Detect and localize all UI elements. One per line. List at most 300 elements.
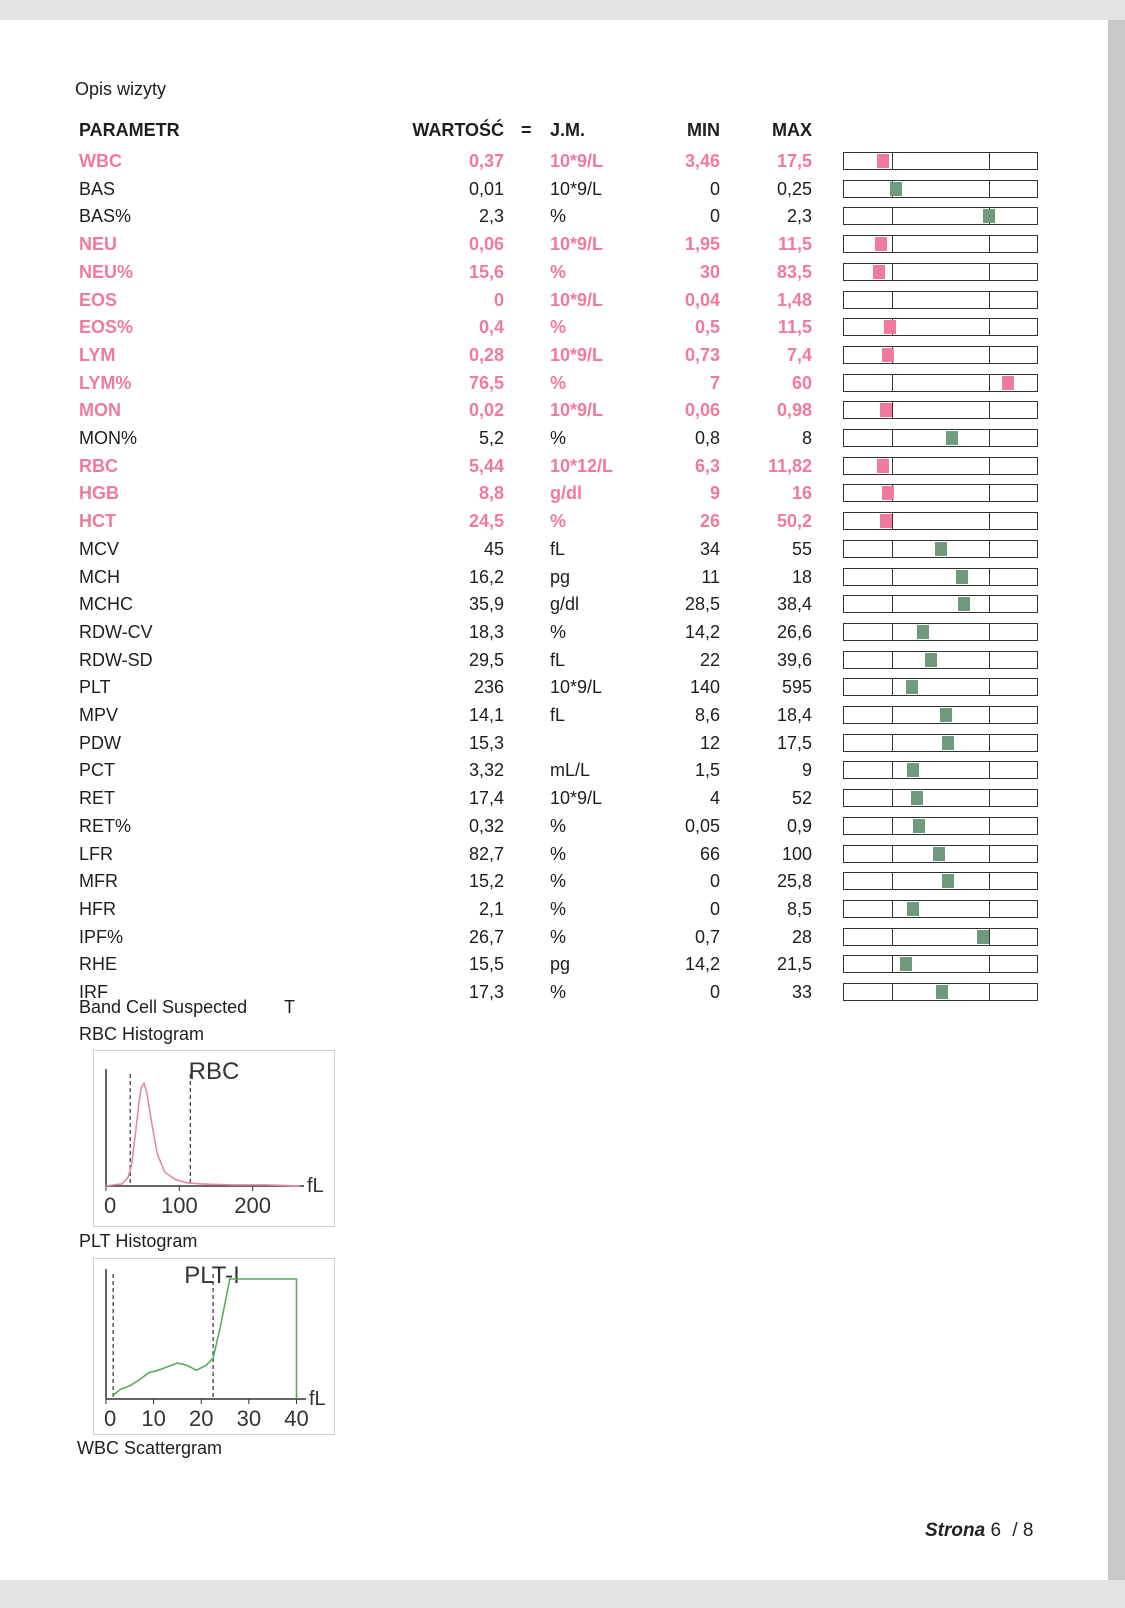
param-max: 7,4 — [786, 344, 812, 365]
range-bar — [843, 568, 1038, 586]
range-bar — [843, 983, 1038, 1001]
range-bar — [843, 429, 1038, 447]
result-row — [0, 675, 1110, 703]
range-bar-boundary — [989, 707, 990, 723]
param-value: 15,5 — [468, 954, 504, 975]
header-eq: = — [521, 120, 532, 140]
range-bar — [843, 457, 1038, 475]
range-bar-boundary — [892, 375, 893, 391]
param-value: 0,4 — [478, 317, 504, 338]
range-bar — [843, 374, 1038, 392]
param-max: 18 — [791, 566, 812, 587]
param-name: HGB — [79, 483, 119, 504]
plt-hist-unit-label: fL — [309, 1388, 326, 1410]
page-total: 8 — [1022, 1520, 1034, 1541]
result-row — [0, 481, 1110, 509]
range-bar-boundary — [989, 347, 990, 363]
param-max: 100 — [781, 843, 812, 864]
param-min: 0 — [709, 982, 720, 1002]
result-row — [0, 260, 1110, 288]
param-min: 30 — [699, 261, 720, 282]
section-title: Opis wizyty — [75, 79, 167, 99]
header-param: PARAMETR — [79, 120, 180, 140]
param-unit: 10*9/L — [550, 234, 604, 255]
range-bar-boundary — [892, 292, 893, 308]
param-unit: % — [550, 372, 567, 393]
param-min: 0,8 — [694, 428, 720, 448]
rbc-histogram-caption: RBC Histogram — [79, 1024, 205, 1044]
range-bar — [843, 346, 1038, 364]
param-min: 1,5 — [694, 760, 720, 781]
range-marker — [911, 791, 923, 805]
param-unit: 10*9/L — [550, 400, 604, 421]
plt-hist-curve — [113, 1279, 296, 1399]
param-max: 11,82 — [767, 455, 812, 476]
range-bar-boundary — [892, 652, 893, 668]
param-name: NEU% — [79, 261, 134, 282]
range-marker — [983, 209, 995, 223]
param-max: 38,4 — [776, 594, 812, 615]
param-min: 3,46 — [684, 151, 720, 171]
param-max: 25,8 — [776, 871, 812, 892]
range-bar-boundary — [892, 818, 893, 834]
param-name: LFR — [79, 843, 114, 864]
result-row — [0, 758, 1110, 786]
band-cell-flag: T — [284, 997, 295, 1017]
param-unit: % — [550, 261, 567, 282]
param-name: PCT — [79, 760, 115, 781]
range-bar-boundary — [989, 624, 990, 640]
param-min: 34 — [699, 538, 720, 559]
param-value: 0,01 — [468, 178, 504, 199]
result-row — [0, 897, 1110, 925]
param-min: 28,5 — [684, 594, 720, 615]
range-bar-boundary — [892, 208, 893, 224]
result-row — [0, 398, 1110, 426]
param-name: IPF% — [79, 926, 124, 947]
param-name: MPV — [79, 705, 119, 725]
range-bar — [843, 207, 1038, 225]
range-marker — [907, 763, 919, 777]
range-marker — [977, 930, 989, 944]
range-bar-boundary — [989, 873, 990, 889]
range-bar-boundary — [892, 541, 893, 557]
result-row — [0, 288, 1110, 316]
result-row — [0, 204, 1110, 232]
range-bar — [843, 401, 1038, 419]
range-bar-boundary — [892, 707, 893, 723]
range-marker — [956, 570, 968, 584]
param-min: 0,5 — [694, 317, 720, 338]
range-bar-boundary — [989, 569, 990, 585]
param-value: 0 — [493, 289, 504, 310]
param-value: 2,3 — [478, 206, 504, 227]
result-row — [0, 869, 1110, 897]
plt-histogram-plot — [94, 1259, 334, 1434]
param-value: 236 — [473, 677, 504, 698]
param-unit: % — [550, 898, 567, 919]
plt-histogram-title: PLT-I — [184, 1262, 240, 1289]
range-marker — [946, 431, 958, 445]
range-bar-boundary — [892, 846, 893, 862]
range-marker — [906, 680, 918, 694]
param-unit: % — [550, 843, 567, 864]
range-bar-boundary — [989, 735, 990, 751]
range-bar-boundary — [892, 236, 893, 252]
param-max: 28 — [791, 926, 812, 947]
param-value: 5,2 — [478, 428, 504, 448]
range-bar-boundary — [892, 956, 893, 972]
param-name: MFR — [79, 871, 118, 892]
range-marker — [875, 237, 887, 251]
result-row — [0, 731, 1110, 759]
range-bar-boundary — [989, 458, 990, 474]
param-max: 11,5 — [777, 234, 812, 255]
range-marker — [873, 265, 885, 279]
param-value: 82,7 — [468, 843, 504, 864]
range-bar — [843, 678, 1038, 696]
range-marker — [913, 819, 925, 833]
page-number — [925, 1520, 1033, 1542]
result-row — [0, 786, 1110, 814]
param-max: 9 — [801, 760, 812, 781]
page-edge-shadow — [1108, 20, 1125, 1580]
param-unit: pg — [550, 954, 571, 975]
param-unit: 10*9/L — [550, 677, 603, 698]
param-unit: fL — [550, 538, 566, 559]
param-value: 18,3 — [468, 621, 504, 642]
param-unit: 10*9/L — [550, 344, 604, 365]
param-name: MON — [79, 400, 121, 421]
param-value: 3,32 — [468, 760, 504, 781]
param-min: 0,73 — [684, 344, 720, 365]
wbc-scattergram-caption: WBC Scattergram — [77, 1438, 223, 1458]
param-unit: % — [550, 511, 567, 532]
param-max: 0,9 — [786, 815, 812, 836]
param-value: 0,28 — [468, 344, 504, 365]
range-bar-boundary — [989, 153, 990, 169]
param-max: 1,48 — [776, 289, 812, 310]
range-bar-boundary — [892, 458, 893, 474]
range-bar-boundary — [892, 901, 893, 917]
param-name: IRF — [79, 982, 108, 1002]
range-bar-boundary — [989, 236, 990, 252]
param-value: 14,1 — [468, 705, 504, 725]
param-min: 66 — [699, 843, 720, 864]
param-max: 21,5 — [776, 954, 812, 975]
range-bar-boundary — [989, 790, 990, 806]
param-value: 16,2 — [468, 566, 504, 587]
range-marker — [940, 708, 952, 722]
param-name: MCHC — [79, 594, 133, 615]
range-bar — [843, 180, 1038, 198]
param-value: 15,2 — [468, 871, 504, 892]
param-min: 6,3 — [694, 455, 720, 476]
result-row — [0, 537, 1110, 565]
param-min: 7 — [709, 372, 720, 393]
range-bar-boundary — [989, 292, 990, 308]
param-name: MCV — [79, 538, 119, 559]
range-bar — [843, 512, 1038, 530]
range-bar — [843, 955, 1038, 973]
param-unit: fL — [550, 705, 566, 725]
range-bar — [843, 928, 1038, 946]
param-value: 15,3 — [468, 732, 504, 753]
range-marker — [1002, 376, 1014, 390]
param-max: 18,4 — [776, 705, 812, 725]
param-unit: 10*9/L — [550, 178, 603, 199]
param-min: 4 — [709, 788, 720, 809]
range-bar — [843, 734, 1038, 752]
rbc-hist-tick-label: 100 — [160, 1193, 198, 1218]
page-current: 6 — [990, 1520, 1002, 1541]
range-bar-boundary — [989, 846, 990, 862]
param-min: 140 — [689, 677, 720, 698]
range-bar-boundary — [989, 596, 990, 612]
range-marker — [958, 597, 970, 611]
plt-hist-tick-label: 10 — [141, 1406, 166, 1431]
param-name: PLT — [79, 677, 111, 698]
range-bar-boundary — [989, 652, 990, 668]
range-marker — [884, 320, 896, 334]
result-row — [0, 565, 1110, 593]
param-max: 52 — [791, 788, 812, 809]
param-min: 22 — [699, 649, 720, 670]
param-name: RET% — [79, 815, 132, 836]
param-unit: % — [550, 206, 567, 227]
range-marker — [877, 154, 889, 168]
range-bar-boundary — [989, 430, 990, 446]
param-name: BAS% — [79, 206, 132, 227]
param-unit: % — [550, 871, 567, 892]
param-min: 0,04 — [684, 289, 720, 310]
param-name: EOS — [79, 289, 118, 310]
param-name: EOS% — [79, 317, 134, 338]
param-name: RET — [79, 788, 115, 809]
range-marker — [925, 653, 937, 667]
param-name: MON% — [79, 428, 137, 448]
param-name: RDW-CV — [79, 621, 153, 642]
param-name: NEU — [79, 234, 118, 255]
param-value: 35,9 — [468, 594, 504, 615]
range-bar — [843, 595, 1038, 613]
range-bar-boundary — [892, 762, 893, 778]
rbc-histogram-title: RBC — [188, 1058, 240, 1085]
param-unit: mL/L — [550, 760, 591, 781]
range-bar-boundary — [989, 984, 990, 1000]
range-bar — [843, 789, 1038, 807]
range-bar-boundary — [989, 762, 990, 778]
param-max: 17,5 — [776, 732, 812, 753]
param-max: 8,5 — [786, 898, 812, 919]
param-min: 0 — [709, 871, 720, 892]
range-marker — [882, 486, 894, 500]
header-min: MIN — [687, 120, 720, 140]
param-value: 0,32 — [468, 815, 504, 836]
param-name: RDW-SD — [79, 649, 153, 670]
param-min: 0,7 — [694, 926, 720, 947]
param-max: 17,5 — [776, 151, 812, 171]
param-min: 14,2 — [684, 954, 720, 975]
param-unit: g/dl — [550, 594, 580, 615]
param-unit: 10*9/L — [550, 788, 603, 809]
range-bar — [843, 900, 1038, 918]
range-bar-boundary — [989, 402, 990, 418]
range-bar-boundary — [892, 624, 893, 640]
param-value: 26,7 — [468, 926, 504, 947]
param-name: LYM — [79, 344, 116, 365]
param-max: 60 — [791, 372, 812, 393]
param-min: 0 — [709, 178, 720, 199]
rbc-hist-unit-label: fL — [307, 1175, 324, 1197]
param-max: 11,5 — [777, 317, 812, 338]
result-row — [0, 371, 1110, 399]
param-unit: 10*12/L — [550, 455, 614, 476]
param-min: 0,05 — [684, 815, 720, 836]
param-name: HFR — [79, 898, 116, 919]
param-min: 8,6 — [694, 705, 720, 725]
range-bar-boundary — [892, 596, 893, 612]
result-row — [0, 509, 1110, 537]
result-row — [0, 814, 1110, 842]
param-max: 26,6 — [776, 621, 812, 642]
range-marker — [942, 874, 954, 888]
range-bar-boundary — [989, 513, 990, 529]
param-unit: g/dl — [550, 483, 582, 504]
param-min: 11 — [701, 566, 720, 587]
range-bar — [843, 318, 1038, 336]
range-bar-boundary — [989, 901, 990, 917]
result-row — [0, 177, 1110, 205]
range-bar — [843, 872, 1038, 890]
param-value: 17,3 — [468, 982, 504, 1002]
param-value: 0,06 — [468, 234, 504, 255]
document-page — [0, 20, 1110, 1580]
range-bar-boundary — [892, 735, 893, 751]
param-min: 12 — [699, 732, 720, 753]
range-marker — [877, 459, 889, 473]
plt-hist-tick-label: 30 — [236, 1406, 262, 1431]
rbc-hist-tick-label: 0 — [104, 1193, 117, 1218]
param-unit: % — [550, 317, 567, 338]
plt-hist-tick-label: 40 — [284, 1406, 309, 1431]
param-name: HCT — [79, 511, 116, 532]
range-bar — [843, 761, 1038, 779]
result-row — [0, 149, 1110, 177]
result-row — [0, 648, 1110, 676]
param-max: 2,3 — [786, 206, 812, 227]
range-bar-boundary — [989, 485, 990, 501]
header-max: MAX — [772, 120, 812, 140]
param-unit: fL — [550, 649, 566, 670]
range-bar — [843, 235, 1038, 253]
param-value: 8,8 — [478, 483, 504, 504]
param-value: 24,5 — [468, 511, 504, 532]
param-value: 29,5 — [468, 649, 504, 670]
band-cell-label: Band Cell Suspected — [79, 997, 248, 1017]
range-marker — [882, 348, 894, 362]
range-bar — [843, 263, 1038, 281]
param-name: WBC — [79, 151, 122, 171]
param-name: MCH — [79, 566, 120, 587]
param-max: 0,25 — [776, 178, 812, 199]
range-bar — [843, 540, 1038, 558]
param-name: RHE — [79, 954, 118, 975]
result-row — [0, 343, 1110, 371]
param-max: 83,5 — [776, 261, 812, 282]
plt-hist-tick-label: 0 — [104, 1406, 117, 1431]
page-separator: / — [1012, 1520, 1018, 1541]
range-bar-boundary — [892, 790, 893, 806]
param-value: 15,6 — [468, 261, 504, 282]
range-bar — [843, 623, 1038, 641]
param-max: 595 — [781, 677, 812, 698]
param-max: 33 — [791, 982, 812, 1002]
param-max: 0,98 — [776, 400, 812, 421]
range-marker — [935, 542, 947, 556]
result-row — [0, 703, 1110, 731]
range-bar-boundary — [892, 153, 893, 169]
param-max: 16 — [791, 483, 812, 504]
param-min: 1,95 — [684, 234, 720, 255]
range-bar-boundary — [892, 873, 893, 889]
range-marker — [880, 403, 892, 417]
range-bar-boundary — [989, 264, 990, 280]
result-row — [0, 925, 1110, 953]
range-marker — [936, 985, 948, 999]
param-name: RBC — [79, 455, 118, 476]
range-bar-boundary — [892, 984, 893, 1000]
range-marker — [900, 957, 912, 971]
rbc-histogram — [93, 1050, 335, 1227]
param-min: 0,06 — [684, 400, 720, 421]
plt-hist-tick-label: 20 — [188, 1406, 214, 1431]
rbc-hist-curve — [106, 1083, 300, 1186]
param-unit: pg — [550, 566, 571, 587]
result-row — [0, 426, 1110, 454]
param-unit: 10*9/L — [550, 289, 604, 310]
param-name: BAS — [79, 178, 116, 199]
range-marker — [942, 736, 954, 750]
param-max: 8 — [801, 428, 812, 448]
range-bar-boundary — [989, 375, 990, 391]
range-bar-boundary — [892, 430, 893, 446]
range-bar-boundary — [989, 319, 990, 335]
range-bar-boundary — [892, 569, 893, 585]
result-row — [0, 454, 1110, 482]
param-unit: 10*9/L — [550, 151, 604, 171]
result-row — [0, 842, 1110, 870]
param-unit: % — [550, 982, 567, 1002]
range-bar — [843, 651, 1038, 669]
result-row — [0, 232, 1110, 260]
param-min: 0 — [709, 898, 720, 919]
range-bar — [843, 291, 1038, 309]
range-bar-boundary — [989, 541, 990, 557]
rbc-hist-tick-label: 200 — [234, 1193, 272, 1218]
header-value: WARTOŚĆ — [412, 120, 504, 140]
plt-histogram — [93, 1258, 335, 1435]
range-bar — [843, 845, 1038, 863]
param-unit: % — [550, 621, 567, 642]
param-value: 5,44 — [468, 455, 504, 476]
param-value: 0,02 — [468, 400, 504, 421]
result-row — [0, 620, 1110, 648]
range-marker — [907, 902, 919, 916]
param-min: 0 — [709, 206, 720, 227]
plt-histogram-caption: PLT Histogram — [79, 1231, 198, 1251]
range-marker — [880, 514, 892, 528]
